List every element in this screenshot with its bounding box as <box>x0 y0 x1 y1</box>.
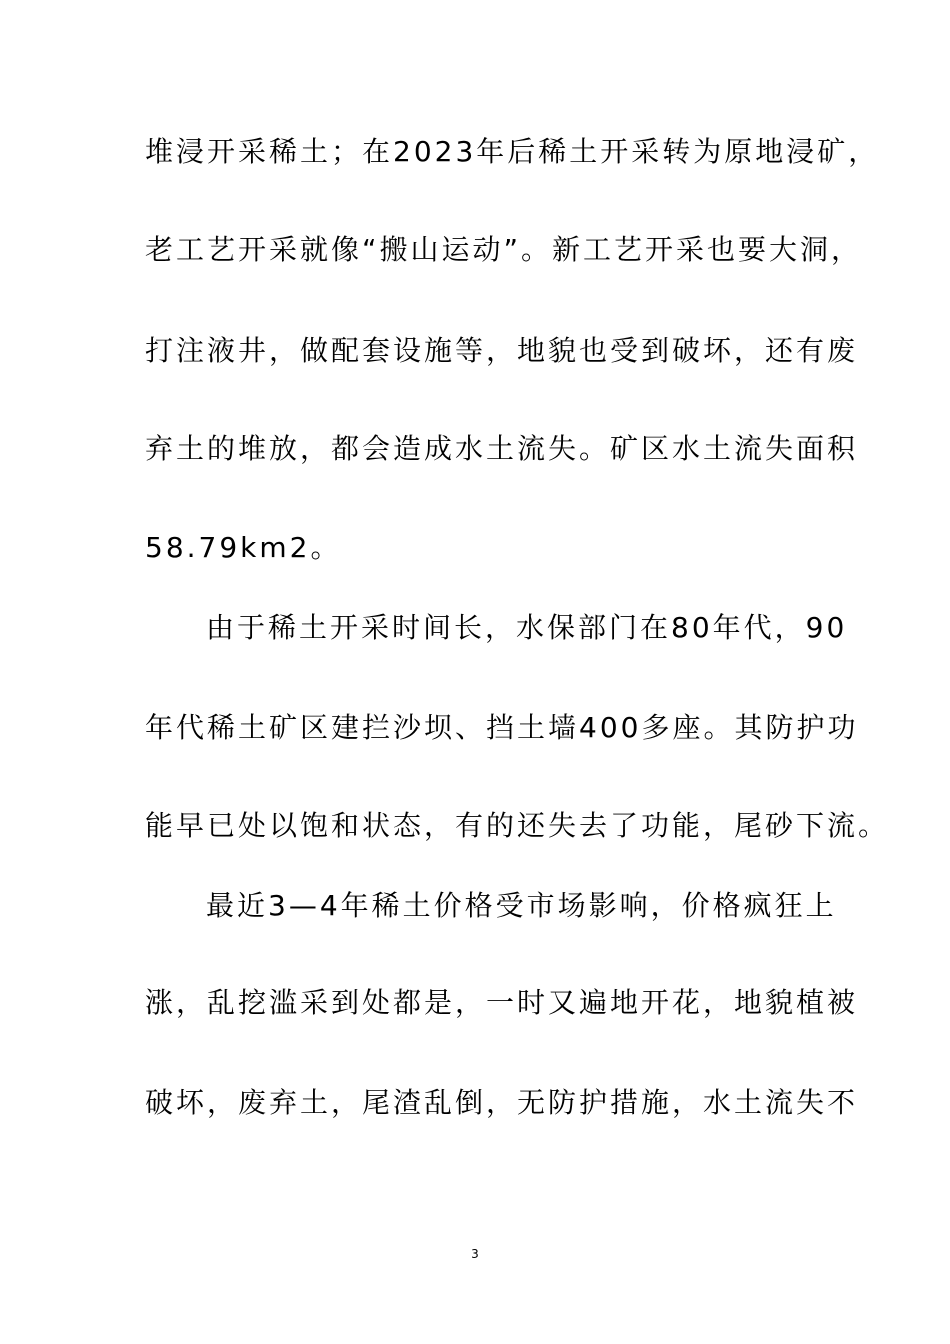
text-line: 涨，乱挖滥采到处都是，一时又遍地开花，地貌植被 <box>145 986 859 1019</box>
text-line: 破坏，废弃土，尾渣乱倒，无防护措施，水土流失不 <box>145 1086 859 1119</box>
page-number: 3 <box>471 1247 479 1261</box>
text-line: 老工艺开采就像“搬山运动”。新工艺开采也要大洞， <box>145 233 863 266</box>
text-line: 能早已处以饱和状态，有的还失去了功能，尾砂下流。 <box>145 809 890 842</box>
text-line: 由于稀土开采时间长，水保部门在80年代，90 <box>206 611 848 644</box>
text-line: 堆浸开采稀土；在2023年后稀土开采转为原地浸矿， <box>145 135 880 168</box>
text-line: 最近3—4年稀土价格受市场影响，价格疯狂上 <box>206 889 837 922</box>
text-line: 弃土的堆放，都会造成水土流失。矿区水土流失面积 <box>145 432 859 465</box>
text-line: 年代稀土矿区建拦沙坝、挡土墙400多座。其防护功 <box>145 711 859 744</box>
text-line: 打注液井，做配套设施等，地貌也受到破坏，还有废 <box>145 334 859 367</box>
text-line: 58.79km2。 <box>145 531 342 564</box>
